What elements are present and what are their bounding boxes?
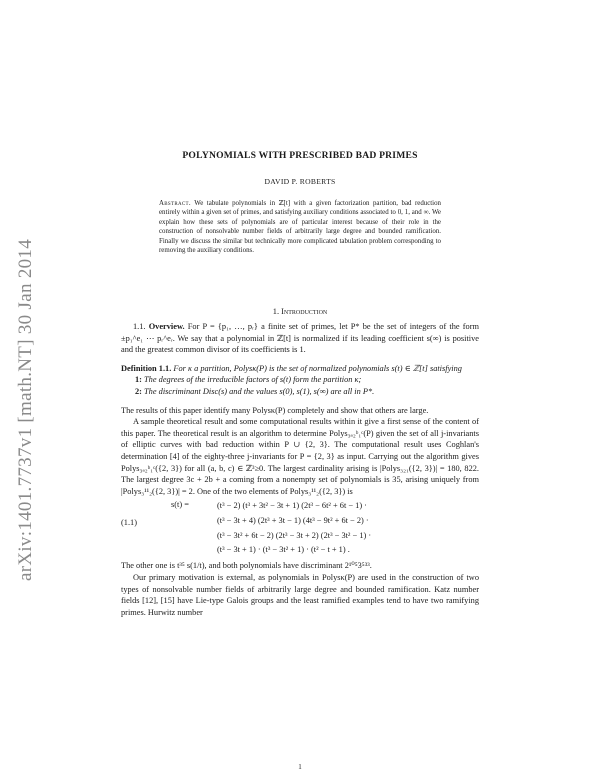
definition — [121, 363, 479, 375]
author-name: DAVID P. ROBERTS — [264, 177, 336, 186]
section-number: 1. — [272, 307, 280, 316]
definition-item: 1: The degrees of the irreducible factors of s(t) form the partition κ; — [135, 375, 362, 385]
equation-line: (t³ − 3t + 1) · (t³ − 3t² + 1) · (t² − t + 1) . — [217, 545, 350, 555]
equation-line: (t³ − 3t² + 6t − 2) (2t³ − 3t + 2) (2t³ − 3t² − 1) · — [217, 530, 372, 540]
equation-line: (t³ − 2) (t³ + 3t² − 3t + 1) (2t³ − 6t² + 6t − 1) · — [217, 501, 367, 511]
overview-paragraph — [121, 321, 479, 356]
abstract-text: We tabulate polynomials in ℤ[t] with a given factorization partition, bad reduction entirely within a given set of primes, and satisfying auxiliary conditions associated to 0, 1, and ∞. We explain how these sets of polynomials are of particular interest because of their role in the construction of nonsolvable number fields of arbitrarily large degree and bounded ramification. Finally we discuss the similar but technically more complicated tabulation problem corresponding to removing the auxiliary conditions. — [159, 200, 441, 255]
equation-rhs — [217, 499, 371, 557]
paper-title: POLYNOMIALS WITH PRESCRIBED BAD PRIMES — [182, 150, 418, 161]
other-paragraph: The other one is t³⁵ s(1/t), and both polynomials have discriminant 2¹⁰⁵3⁵³³. — [121, 561, 372, 571]
sample-paragraph: A sample theoretical result and some computational results within it give a first sense of the content of this paper. The theoretical result is an algorithm to determine Polys₃ₐ₂ᵇ₁ᶜ(P) given the set of all j-invariants of elliptic curves with bad reduction within P ∪ {2, 3}. The computational result uses Coghlan's determination [4] of the eighty-three j-invariants for P = {2, 3} as input. Carrying out the algorithm gives Polys₃ₐ₂ᵇ₁ᶜ({2, 3}) for all (a, b, c) ∈ ℤ³≥0. The largest cardinality arising is |Polys₃₂₁({2, 3})| = 180, 822. The largest degree 3c + 2b + a coming from a nonempty set of polynomials is 35, arising uniquely from |Polys₃¹¹₂({2, 3})| = 2. One of the two elements of Polys₃¹¹₂({2, 3}) is — [121, 417, 479, 496]
overview-label: 1.1. — [133, 322, 146, 331]
arxiv-identifier — [6, 200, 46, 620]
equation-1-1 — [121, 499, 479, 557]
definition-items — [121, 374, 479, 397]
section-heading — [121, 307, 479, 316]
equation-number: (1.1) — [121, 518, 137, 528]
body-text — [121, 321, 479, 618]
overview-heading: Overview. — [148, 322, 185, 331]
results-paragraph: The results of this paper identify many Polysκ(P) completely and show that others are large. — [121, 405, 429, 415]
arxiv-identifier-text: arXiv:1401.7737v1 [math.NT] 30 Jan 2014 — [15, 238, 36, 582]
overview-text: For P = {p₁, …, pᵣ} a finite set of primes, let P* be the set of integers of the form ±p₁^e₁ ⋯ pᵣ^eᵣ. We say that a polynomial in ℤ[t] is normalized if its leading coefficient s(∞) is positive and the greatest common divisor of its coefficients is 1. — [121, 322, 479, 355]
page-number: 1 — [298, 763, 302, 771]
abstract-label: Abstract. — [159, 200, 191, 207]
equation-line: (t³ − 3t + 4) (2t³ + 3t − 1) (4t³ − 9t² + 6t − 2) · — [217, 515, 369, 525]
motivation-paragraph: Our primary motivation is external, as polynomials in Polysκ(P) are used in the construction of two types of nonsolvable number fields of arbitrarily large degree and bounded ramification. Katz number fields [12], [15] have Lie-type Galois groups and the least ramified examples tend to have two ramifying primes. Hurwitz number — [121, 572, 479, 617]
abstract — [159, 199, 441, 256]
definition-item: 2: The discriminant Disc(s) and the values s(0), s(1), s(∞) are all in P*. — [135, 386, 375, 396]
equation-lhs: s(t) = — [171, 500, 189, 510]
definition-text: For κ a partition, Polysκ(P) is the set of normalized polynomials s(t) ∈ ℤ[t] satisfying — [171, 363, 462, 373]
definition-label: Definition 1.1. — [121, 363, 172, 373]
section-title: Introduction — [281, 307, 328, 316]
